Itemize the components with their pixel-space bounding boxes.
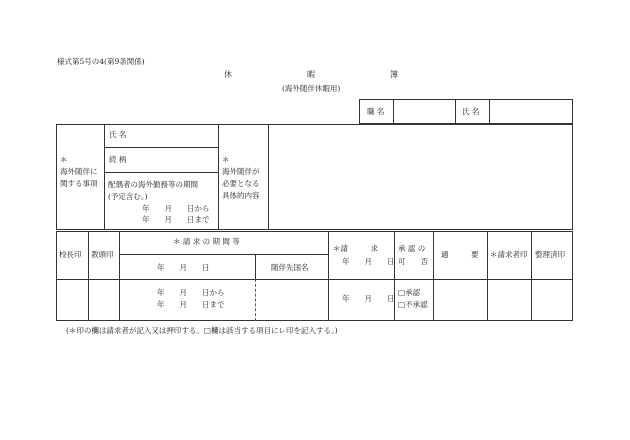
requester-seal-cell[interactable] <box>488 280 531 320</box>
principal-seal-cell[interactable] <box>57 280 88 320</box>
overseas-period-note: (予定含む。) <box>108 192 148 201</box>
reason-content-cell[interactable] <box>269 125 572 229</box>
form-reference: 様式第5号の4(第9条関係) <box>57 57 145 66</box>
head-teacher-seal-label: 教頭印 <box>91 250 114 259</box>
reason-label-star: ＊ <box>222 155 230 164</box>
processed-seal-label: 整理済印 <box>535 250 565 259</box>
spouse-name-label: 氏 名 <box>109 130 127 139</box>
overseas-period-from: 年 月 日から <box>142 204 210 213</box>
request-period-label: ＊ 請 求 の 期 間 等 <box>173 237 240 246</box>
reason-label-line3: 具体的内容 <box>222 191 260 200</box>
companion-label-line1: 海外随伴に <box>60 167 98 176</box>
approval-label-line2: 可 否 <box>398 257 428 266</box>
row-period-from: 年 月 日から <box>157 288 225 297</box>
position-label: 職 名 <box>367 107 385 116</box>
footnote: (＊印の欄は請求者が記入又は押印する。□欄は該当する項目にレ印を記入する。) <box>66 326 338 335</box>
name-label: 氏 名 <box>462 107 480 116</box>
overseas-period-label: 配偶者の海外勤務等の期間 <box>108 180 198 189</box>
row-period-to: 年 月 日まで <box>157 300 225 309</box>
remarks-label: 適 要 <box>441 250 479 259</box>
destination-country-cell[interactable] <box>256 280 328 320</box>
request-period-date-label: 年 月 日 <box>157 263 210 272</box>
principal-seal-label: 校長印 <box>59 250 82 259</box>
requester-seal-label: ＊請求者印 <box>490 250 528 259</box>
head-teacher-seal-cell[interactable] <box>89 280 119 320</box>
destination-country-label: 随伴先国名 <box>271 263 309 272</box>
disapprove-checkbox[interactable]: □不承認 <box>398 300 428 309</box>
approval-label-line1: 承 認 の <box>398 244 426 253</box>
request-date-label: 年 月 日 <box>342 257 395 266</box>
title-char-2: 暇 <box>307 70 315 79</box>
position-value-cell[interactable] <box>394 100 454 123</box>
title-char-1: 休 <box>224 70 232 79</box>
request-label: ＊請 求 <box>333 244 378 253</box>
companion-label-line2: 関する事項 <box>60 179 98 188</box>
subtitle: (海外随伴休暇用) <box>282 84 341 93</box>
reason-label-line1: 海外随伴が <box>222 167 260 176</box>
reason-label-line2: 必要となる <box>222 179 260 188</box>
companion-label-star: ＊ <box>60 155 68 164</box>
overseas-period-to: 年 月 日まで <box>142 215 210 224</box>
remarks-cell[interactable] <box>434 280 487 320</box>
title-char-3: 簿 <box>390 70 398 79</box>
approve-checkbox[interactable]: □承認 <box>398 288 421 297</box>
name-value-cell[interactable] <box>490 100 572 123</box>
processed-seal-cell[interactable] <box>532 280 572 320</box>
row-request-date: 年 月 日 <box>342 294 395 303</box>
relation-label: 続 柄 <box>109 155 127 164</box>
